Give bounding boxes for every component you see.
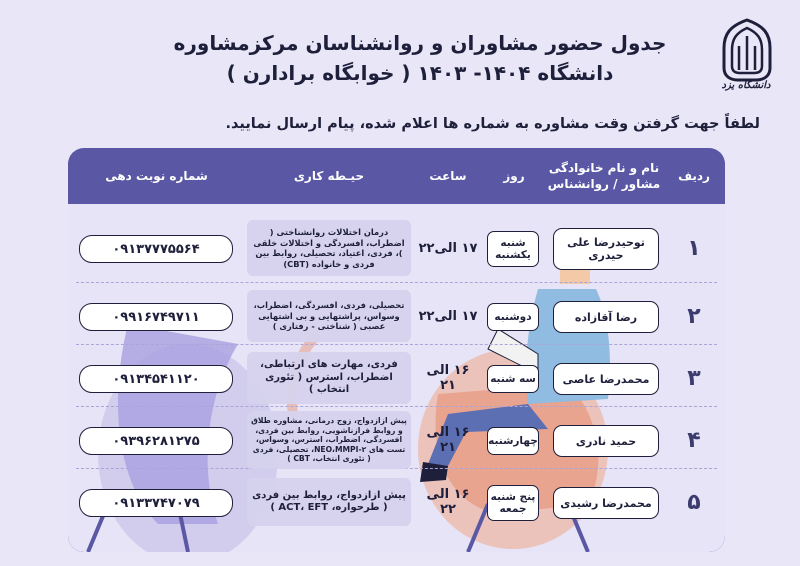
hour-range: ۱۶ الی ۲۲ [426,487,470,517]
hour-range: ۱۶ الی ۲۱ [426,425,470,455]
day-badge: شنبه یکشنبه [487,231,539,267]
phone-number[interactable]: ۰۹۹۱۶۷۴۹۷۱۱ [79,303,233,331]
counselor-name: حمید نادری [553,425,659,457]
row-number: ۲ [687,303,701,329]
table-row [68,288,725,344]
hour-range: ۱۷ الی۲۲ [418,308,478,324]
row-number: ۱ [687,235,701,261]
header-name-line-1: نام و نام خانوادگی [548,161,660,175]
hour-range: ۱۶ الی ۲۱ [426,363,470,393]
page-title [160,28,680,88]
work-area: پیش ازازدواج، زوج درمانی، مشاوره طلاق و روابط فرازناشویی، روابط بین فردی، افسردگی، اضطراب، استرس، وسواس، تست های NEO،MMPI-۲، تحصیلی، فردی ( تئوری انتخاب، CBT ) [247,411,411,469]
counselor-name: رضا آقازاده [553,301,659,333]
header-day: روز [503,169,525,183]
table-row [68,412,725,468]
work-area: درمان اختلالات روانشناختی ( اضطراب، افسردگی و اختلالات خلقی )، فردی، اعتیاد، تحصیلی، روابط بین فردی و خانواده (CBT) [247,220,411,276]
row-divider [76,344,717,345]
work-area: تحصیلی، فردی، افسردگی، اضطراب، وسواس، پراشتهایی و بی اشتهایی عصبی ( شناختی - رفتاری ) [247,290,411,342]
day-badge: سه شنبه [487,365,539,393]
day-badge: پنج شنبه جمعه [487,485,539,521]
phone-number[interactable]: ۰۹۳۹۶۲۸۱۲۷۵ [79,427,233,455]
phone-number[interactable]: ۰۹۱۳۴۵۴۱۱۲۰ [79,365,233,393]
work-area: فردی، مهارت های ارتباطی، اضطراب، استرس ( تئوری انتخاب ) [247,352,411,404]
counselor-name: محمدرضا رشیدی [553,487,659,519]
work-area: پیش ازازدواج، روابط بین فردی ( طرحواره، ACT، EFT ) [247,478,411,526]
header-counselor-name [545,148,663,204]
counselor-name: محمدرضا عاصی [553,363,659,395]
row-number: ۳ [687,365,701,391]
day-badge: چهارشنبه [487,427,539,455]
day-badge: دوشنبه [487,303,539,331]
phone-number[interactable]: ۰۹۱۳۳۷۴۷۰۷۹ [79,489,233,517]
logo-caption: دانشگاه یزد [721,80,771,91]
row-divider [76,406,717,407]
table-row [68,474,725,530]
header-hour: ساعت [429,169,467,183]
counselor-name: توحیدرضا علی حیدری [553,228,659,270]
header-phone: شماره نوبت دهی [105,169,208,183]
title-line-2: دانشگاه ۱۴۰۴- ۱۴۰۳ ( خوابگاه برادارن ) [226,61,614,85]
phone-number[interactable]: ۰۹۱۳۷۷۷۵۵۶۴ [79,235,233,263]
header-row-number: ردیف [678,169,710,183]
row-divider [76,282,717,283]
instruction-text: لطفاً جهت گرفتن وقت مشاوره به شماره ها اعلام شده، پیام ارسال نمایید. [225,116,760,132]
table-body [68,204,725,552]
hour-range: ۱۷ الی۲۲ [418,240,478,256]
row-number: ۵ [687,489,701,515]
table-row [68,350,725,406]
header-work-area: حیـطه کاری [293,169,365,183]
title-line-1: جدول حضور مشاوران و روانشناسان مرکزمشاوره [173,31,667,55]
table-row [68,220,725,276]
schedule-table [68,148,725,552]
header-name-line-2: مشاور / روانشناس [547,177,661,191]
row-number: ۴ [687,427,701,453]
